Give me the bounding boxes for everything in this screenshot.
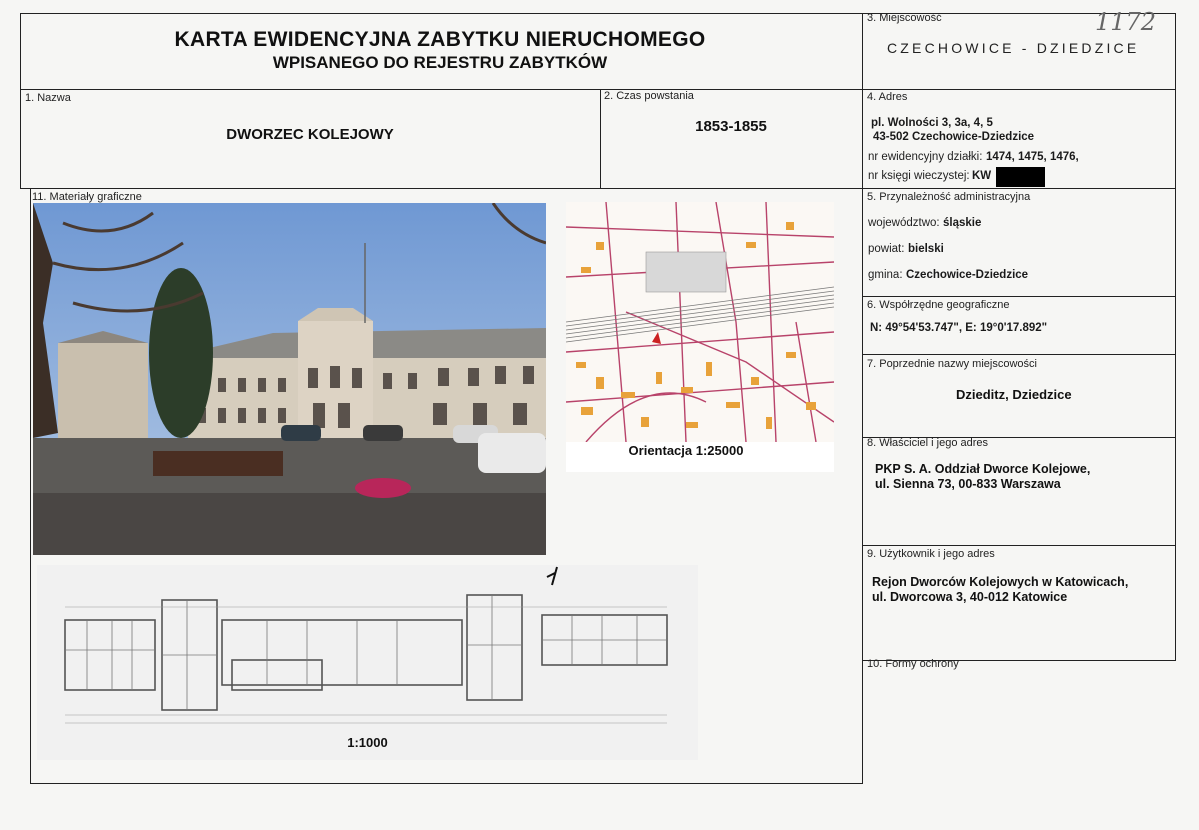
field4-street: pl. Wolności 3, 3a, 4, 5 xyxy=(871,117,993,129)
frame-left-lower xyxy=(30,188,31,784)
field4-city: 43-502 Czechowice-Dziedzice xyxy=(873,131,1035,143)
field4-kw-value: KW xyxy=(972,170,992,182)
field10-label: 10. Formy ochrony xyxy=(867,658,959,670)
field6-label: 6. Współrzędne geograficzne xyxy=(867,299,1010,311)
field8-line1: PKP S. A. Oddział Dworce Kolejowe, xyxy=(875,462,1091,476)
divider xyxy=(20,188,863,189)
floor-plan xyxy=(37,565,698,760)
field9-line1: Rejon Dworców Kolejowych w Katowicach, xyxy=(872,575,1129,589)
frame-bottom xyxy=(30,783,863,784)
field2-label: 2. Czas powstania xyxy=(604,90,694,102)
field5-county-label: powiat: xyxy=(868,243,905,255)
field5-commune-label: gmina: xyxy=(868,269,903,281)
station-photo xyxy=(33,203,546,555)
divider xyxy=(862,13,863,784)
field3-value: CZECHOWICE - DZIEDZICE xyxy=(887,40,1140,56)
field5-voiv-label: województwo: xyxy=(868,217,940,229)
field5-voiv-value: śląskie xyxy=(943,217,982,229)
field9-line2: ul. Dworcowa 3, 40-012 Katowice xyxy=(872,590,1068,604)
map-caption: Orientacja 1:25000 xyxy=(628,443,744,458)
redaction-box xyxy=(996,167,1045,187)
field6-value: N: 49°54'53.747", E: 19°0'17.892" xyxy=(870,322,1048,334)
field2-value: 1853-1855 xyxy=(695,118,767,135)
field1-value: DWORZEC KOLEJOWY xyxy=(226,126,394,143)
field4-parcel-value: 1474, 1475, 1476, xyxy=(986,151,1079,163)
field3-label: 3. Miejscowość xyxy=(867,12,942,24)
frame-top xyxy=(20,13,1176,14)
divider xyxy=(600,89,601,189)
field8-line2: ul. Sienna 73, 00-833 Warszawa xyxy=(875,477,1061,491)
field11-label: 11. Materiały graficzne xyxy=(32,191,142,203)
plan-caption: 1:1000 xyxy=(347,735,388,750)
divider xyxy=(862,188,1176,189)
card-subtitle: WPISANEGO DO REJESTRU ZABYTKÓW xyxy=(272,53,608,72)
field5-county-value: bielski xyxy=(908,243,944,255)
field5-label: 5. Przynależność administracyjna xyxy=(867,191,1031,203)
divider xyxy=(20,89,1176,90)
divider xyxy=(862,296,1176,297)
divider xyxy=(862,545,1176,546)
frame-right xyxy=(1175,13,1176,661)
field5-commune-value: Czechowice-Dziedzice xyxy=(906,269,1029,281)
field7-value: Dzieditz, Dziedzice xyxy=(956,387,1072,402)
field1-label: 1. Nazwa xyxy=(25,92,71,104)
card-title: KARTA EWIDENCYJNA ZABYTKU NIERUCHOMEGO xyxy=(174,28,706,51)
field8-label: 8. Właściciel i jego adres xyxy=(867,437,989,449)
field7-label: 7. Poprzednie nazwy miejscowości xyxy=(867,358,1037,370)
field4-kw-label: nr księgi wieczystej: xyxy=(868,170,970,182)
field9-label: 9. Użytkownik i jego adres xyxy=(867,548,995,560)
field4-parcel-label: nr ewidencyjny działki: xyxy=(868,151,983,163)
orientation-map xyxy=(566,202,834,472)
divider xyxy=(862,354,1176,355)
handwritten-number: 1172 xyxy=(1095,8,1157,36)
field4-label: 4. Adres xyxy=(867,91,908,103)
